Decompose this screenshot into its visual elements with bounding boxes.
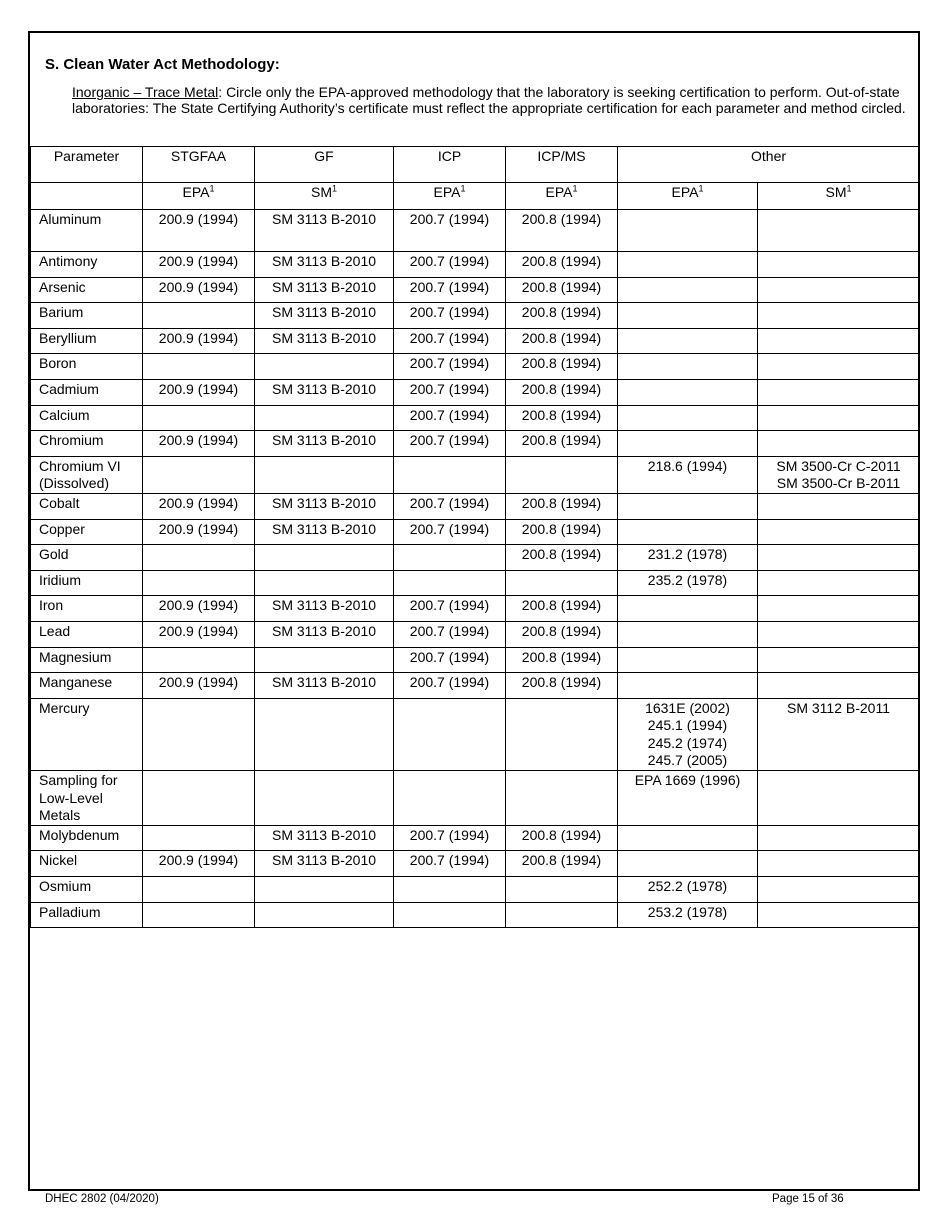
- cell-parameter: Aluminum: [31, 210, 143, 252]
- table-row: [31, 851, 920, 877]
- cell-parameter: Iron: [31, 596, 143, 622]
- cell-other-sm: [758, 405, 920, 431]
- cell-other-sm: [758, 621, 920, 647]
- cell-other-epa: 231.2 (1978): [618, 545, 758, 571]
- cell-parameter: Arsenic: [31, 277, 143, 303]
- cell-icp: 200.7 (1994): [394, 647, 506, 673]
- cell-stgfaa: [143, 570, 255, 596]
- cell-other-sm: [758, 851, 920, 877]
- cell-parameter: Cadmium: [31, 379, 143, 405]
- cell-icp: [394, 698, 506, 770]
- cell-other-epa: 235.2 (1978): [618, 570, 758, 596]
- cell-stgfaa: 200.9 (1994): [143, 596, 255, 622]
- cell-other-sm: [758, 877, 920, 903]
- table-row: [31, 621, 920, 647]
- cell-stgfaa: 200.9 (1994): [143, 519, 255, 545]
- subheader-label: EPA: [433, 184, 461, 200]
- cell-other-sm: [758, 647, 920, 673]
- cell-icpms: 200.8 (1994): [506, 493, 618, 519]
- cell-gf: [255, 405, 394, 431]
- cell-icpms: 200.8 (1994): [506, 545, 618, 571]
- cell-other-sm: [758, 277, 920, 303]
- header-parameter: Parameter: [31, 147, 143, 183]
- footnote-marker: 1: [698, 183, 704, 194]
- footnote-marker: 1: [572, 183, 578, 194]
- table-row: [31, 354, 920, 380]
- section-title: S. Clean Water Act Methodology:: [45, 56, 280, 73]
- cell-gf: SM 3113 B-2010: [255, 673, 394, 699]
- header-icpms: ICP/MS: [506, 147, 618, 183]
- cell-stgfaa: [143, 698, 255, 770]
- cell-icp: 200.7 (1994): [394, 303, 506, 329]
- cell-gf: [255, 354, 394, 380]
- cell-stgfaa: [143, 545, 255, 571]
- cell-parameter: Chromium: [31, 431, 143, 457]
- cell-stgfaa: 200.9 (1994): [143, 277, 255, 303]
- cell-other-epa: [618, 621, 758, 647]
- cell-other-sm: [758, 493, 920, 519]
- cell-icpms: 200.8 (1994): [506, 210, 618, 252]
- table-row: [31, 456, 920, 493]
- cell-gf: SM 3113 B-2010: [255, 621, 394, 647]
- cell-gf: SM 3113 B-2010: [255, 252, 394, 278]
- cell-icp: 200.7 (1994): [394, 851, 506, 877]
- table-row: [31, 570, 920, 596]
- cell-icpms: 200.8 (1994): [506, 252, 618, 278]
- cell-stgfaa: 200.9 (1994): [143, 621, 255, 647]
- subheader-label: SM: [825, 184, 847, 200]
- subheader-cell: [506, 183, 618, 210]
- cell-parameter: Boron: [31, 354, 143, 380]
- subheader-row: [31, 183, 920, 210]
- cell-icpms: 200.8 (1994): [506, 673, 618, 699]
- cell-stgfaa: 200.9 (1994): [143, 252, 255, 278]
- subheader-cell: [394, 183, 506, 210]
- cell-parameter: Gold: [31, 545, 143, 571]
- cell-stgfaa: 200.9 (1994): [143, 379, 255, 405]
- table-row: [31, 252, 920, 278]
- cell-gf: [255, 771, 394, 826]
- cell-icpms: [506, 456, 618, 493]
- cell-parameter: Magnesium: [31, 647, 143, 673]
- cell-icp: 200.7 (1994): [394, 354, 506, 380]
- cell-other-epa: [618, 210, 758, 252]
- cell-icp: 200.7 (1994): [394, 252, 506, 278]
- cell-gf: SM 3113 B-2010: [255, 519, 394, 545]
- cell-parameter: Nickel: [31, 851, 143, 877]
- cell-stgfaa: 200.9 (1994): [143, 431, 255, 457]
- cell-stgfaa: 200.9 (1994): [143, 673, 255, 699]
- cell-parameter: Iridium: [31, 570, 143, 596]
- cell-other-epa: [618, 519, 758, 545]
- cell-stgfaa: [143, 405, 255, 431]
- cell-icp: 200.7 (1994): [394, 493, 506, 519]
- cell-icp: 200.7 (1994): [394, 379, 506, 405]
- table-row: [31, 493, 920, 519]
- cell-stgfaa: [143, 647, 255, 673]
- intro-text: : Circle only the EPA-approved methodology that the laboratory is seeking certification to perform. Out-of-state laboratories: The State Certifying Authority’s certificate must reflect the appropriate certification for each parameter and method circled.: [72, 84, 906, 116]
- cell-gf: [255, 570, 394, 596]
- footnote-marker: 1: [846, 183, 852, 194]
- table-row: [31, 771, 920, 826]
- cell-other-epa: [618, 277, 758, 303]
- cell-gf: SM 3113 B-2010: [255, 277, 394, 303]
- cell-icp: 200.7 (1994): [394, 277, 506, 303]
- cell-icp: [394, 570, 506, 596]
- cell-gf: [255, 877, 394, 903]
- cell-other-epa: [618, 405, 758, 431]
- cell-icp: [394, 902, 506, 928]
- cell-icp: 200.7 (1994): [394, 673, 506, 699]
- cell-other-epa: 218.6 (1994): [618, 456, 758, 493]
- cell-parameter: Copper: [31, 519, 143, 545]
- cell-stgfaa: 200.9 (1994): [143, 851, 255, 877]
- cell-other-sm: [758, 825, 920, 851]
- table-row: [31, 673, 920, 699]
- cell-other-epa: [618, 303, 758, 329]
- table-row: [31, 405, 920, 431]
- cell-other-epa: [618, 673, 758, 699]
- table-row: [31, 210, 920, 252]
- subheader-cell: [143, 183, 255, 210]
- form-id: DHEC 2802 (04/2020): [45, 1193, 159, 1205]
- cell-icpms: 200.8 (1994): [506, 431, 618, 457]
- table-row: [31, 698, 920, 770]
- cell-icp: 200.7 (1994): [394, 519, 506, 545]
- cell-icpms: 200.8 (1994): [506, 303, 618, 329]
- table-row: [31, 519, 920, 545]
- table-row: [31, 303, 920, 329]
- cell-icpms: 200.8 (1994): [506, 405, 618, 431]
- table-row: [31, 545, 920, 571]
- cell-gf: [255, 456, 394, 493]
- cell-icpms: 200.8 (1994): [506, 825, 618, 851]
- footnote-marker: 1: [209, 183, 215, 194]
- cell-gf: SM 3113 B-2010: [255, 328, 394, 354]
- cell-parameter: Sampling for Low-Level Metals: [31, 771, 143, 826]
- cell-gf: SM 3113 B-2010: [255, 303, 394, 329]
- cell-other-epa: [618, 851, 758, 877]
- cell-icp: 200.7 (1994): [394, 210, 506, 252]
- cell-icpms: [506, 877, 618, 903]
- cell-icp: [394, 456, 506, 493]
- cell-gf: SM 3113 B-2010: [255, 431, 394, 457]
- cell-parameter: Antimony: [31, 252, 143, 278]
- table-body: [31, 147, 920, 928]
- cell-other-epa: 253.2 (1978): [618, 902, 758, 928]
- cell-other-sm: [758, 328, 920, 354]
- cell-stgfaa: 200.9 (1994): [143, 493, 255, 519]
- intro-label: Inorganic – Trace Metal: [72, 84, 219, 100]
- cell-parameter: Calcium: [31, 405, 143, 431]
- cell-other-epa: [618, 379, 758, 405]
- cell-icpms: [506, 698, 618, 770]
- cell-other-epa: [618, 596, 758, 622]
- cell-gf: SM 3113 B-2010: [255, 493, 394, 519]
- table-row: [31, 328, 920, 354]
- cell-gf: [255, 545, 394, 571]
- cell-stgfaa: [143, 877, 255, 903]
- cell-icpms: 200.8 (1994): [506, 621, 618, 647]
- cell-other-epa: [618, 493, 758, 519]
- cell-gf: SM 3113 B-2010: [255, 596, 394, 622]
- footnote-marker: 1: [460, 183, 466, 194]
- cell-other-epa: 1631E (2002) 245.1 (1994) 245.2 (1974) 245.7 (2005): [618, 698, 758, 770]
- cell-other-epa: [618, 647, 758, 673]
- table-row: [31, 902, 920, 928]
- cell-other-sm: [758, 596, 920, 622]
- cell-icp: 200.7 (1994): [394, 328, 506, 354]
- cell-other-epa: [618, 252, 758, 278]
- cell-icpms: 200.8 (1994): [506, 519, 618, 545]
- cell-parameter: Osmium: [31, 877, 143, 903]
- cell-parameter: Barium: [31, 303, 143, 329]
- cell-other-epa: [618, 328, 758, 354]
- cell-icpms: 200.8 (1994): [506, 277, 618, 303]
- cell-other-epa: 252.2 (1978): [618, 877, 758, 903]
- header-gf: GF: [255, 147, 394, 183]
- cell-gf: [255, 647, 394, 673]
- cell-other-epa: EPA 1669 (1996): [618, 771, 758, 826]
- header-icp: ICP: [394, 147, 506, 183]
- cell-stgfaa: [143, 771, 255, 826]
- cell-other-sm: SM 3500-Cr C-2011 SM 3500-Cr B-2011: [758, 456, 920, 493]
- subheader-label: SM: [310, 184, 332, 200]
- cell-other-sm: [758, 252, 920, 278]
- table-row: [31, 277, 920, 303]
- table-row: [31, 379, 920, 405]
- header-other: Other: [618, 147, 920, 183]
- cell-stgfaa: 200.9 (1994): [143, 328, 255, 354]
- table-row: [31, 877, 920, 903]
- header-stgfaa: STGFAA: [143, 147, 255, 183]
- footnote-marker: 1: [331, 183, 337, 194]
- cell-other-epa: [618, 354, 758, 380]
- cell-stgfaa: [143, 456, 255, 493]
- cell-other-sm: [758, 354, 920, 380]
- cell-icp: 200.7 (1994): [394, 405, 506, 431]
- cell-parameter: Manganese: [31, 673, 143, 699]
- subheader-label: EPA: [671, 184, 699, 200]
- cell-icp: 200.7 (1994): [394, 825, 506, 851]
- cell-other-sm: [758, 570, 920, 596]
- cell-icpms: [506, 771, 618, 826]
- table-row: [31, 825, 920, 851]
- cell-gf: SM 3113 B-2010: [255, 851, 394, 877]
- cell-parameter: Lead: [31, 621, 143, 647]
- cell-icpms: [506, 902, 618, 928]
- cell-icp: [394, 771, 506, 826]
- cell-other-sm: SM 3112 B-2011: [758, 698, 920, 770]
- cell-gf: SM 3113 B-2010: [255, 379, 394, 405]
- cell-icp: 200.7 (1994): [394, 621, 506, 647]
- cell-gf: SM 3113 B-2010: [255, 210, 394, 252]
- cell-icp: [394, 545, 506, 571]
- cell-other-sm: [758, 519, 920, 545]
- subheader-label: EPA: [182, 184, 210, 200]
- cell-gf: [255, 902, 394, 928]
- cell-other-sm: [758, 379, 920, 405]
- cell-other-sm: [758, 303, 920, 329]
- cell-parameter: Cobalt: [31, 493, 143, 519]
- table-row: [31, 431, 920, 457]
- cell-icpms: 200.8 (1994): [506, 354, 618, 380]
- cell-other-sm: [758, 210, 920, 252]
- cell-stgfaa: [143, 902, 255, 928]
- cell-parameter: Chromium VI (Dissolved): [31, 456, 143, 493]
- table-row: [31, 647, 920, 673]
- cell-icp: [394, 877, 506, 903]
- subheader-cell: [758, 183, 920, 210]
- cell-icpms: 200.8 (1994): [506, 379, 618, 405]
- cell-parameter: Mercury: [31, 698, 143, 770]
- cell-other-sm: [758, 673, 920, 699]
- cell-parameter: Molybdenum: [31, 825, 143, 851]
- cell-stgfaa: 200.9 (1994): [143, 210, 255, 252]
- header-row: [31, 147, 920, 183]
- cell-parameter: Beryllium: [31, 328, 143, 354]
- cell-other-epa: [618, 431, 758, 457]
- cell-other-sm: [758, 771, 920, 826]
- cell-icp: 200.7 (1994): [394, 596, 506, 622]
- cell-icp: 200.7 (1994): [394, 431, 506, 457]
- cell-parameter: Palladium: [31, 902, 143, 928]
- methodology-table: [30, 146, 920, 928]
- cell-gf: [255, 698, 394, 770]
- cell-icpms: 200.8 (1994): [506, 596, 618, 622]
- subheader-cell: [618, 183, 758, 210]
- page-number: Page 15 of 36: [772, 1193, 844, 1205]
- subheader-cell: [255, 183, 394, 210]
- cell-other-epa: [618, 825, 758, 851]
- section-intro: [72, 84, 912, 116]
- subheader-blank: [31, 183, 143, 210]
- cell-other-sm: [758, 545, 920, 571]
- cell-icpms: 200.8 (1994): [506, 647, 618, 673]
- table-row: [31, 596, 920, 622]
- cell-other-sm: [758, 431, 920, 457]
- subheader-label: EPA: [545, 184, 573, 200]
- cell-other-sm: [758, 902, 920, 928]
- cell-icpms: 200.8 (1994): [506, 328, 618, 354]
- cell-icpms: 200.8 (1994): [506, 851, 618, 877]
- cell-stgfaa: [143, 303, 255, 329]
- cell-icpms: [506, 570, 618, 596]
- cell-stgfaa: [143, 354, 255, 380]
- cell-gf: SM 3113 B-2010: [255, 825, 394, 851]
- cell-stgfaa: [143, 825, 255, 851]
